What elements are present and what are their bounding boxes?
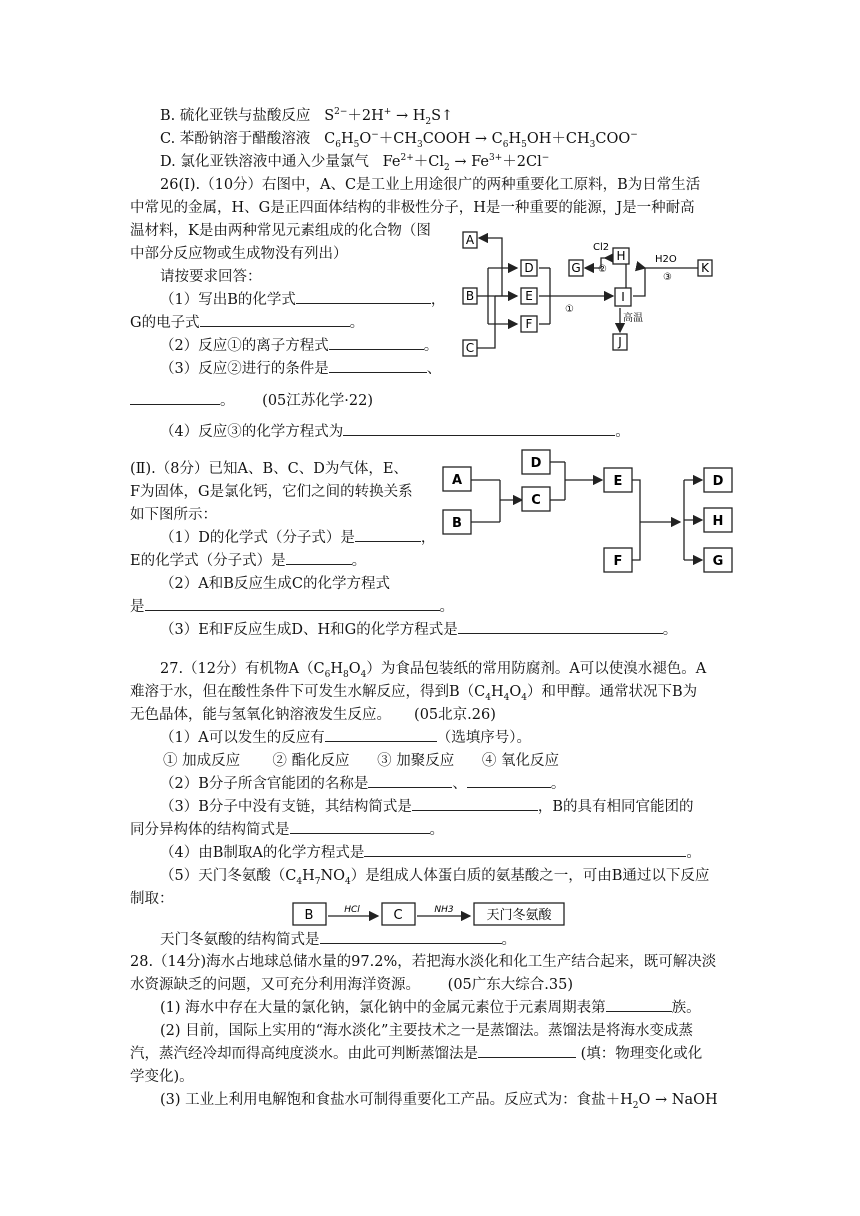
- q26-1-part4: （4）反应③的化学方程式为 。: [160, 424, 630, 440]
- flow-hcl-label: HCl: [344, 905, 360, 915]
- flow-b-label: B: [304, 908, 314, 923]
- node-b-label: B: [465, 289, 475, 303]
- label-reaction-2: ②: [598, 264, 607, 275]
- node2-h-label: H: [712, 514, 724, 529]
- q28-line2: 水资源缺乏的问题，又可充分利用海洋资源。 (05广东大综合.35): [130, 977, 573, 993]
- node2-f-label: F: [613, 554, 623, 569]
- answer-blank[interactable]: [325, 729, 437, 742]
- q26-1-intro-line1: 26(Ⅰ).（10分）右图中，A、C是工业上用途很广的两种重要化工原料，B为日常生活: [160, 177, 701, 193]
- answer-blank[interactable]: [320, 931, 502, 944]
- q27-part3: （3）B分子中没有支链，其结构简式是 ，B的具有相同官能团的: [160, 799, 694, 815]
- node2-a-label: A: [451, 473, 463, 488]
- q27-part1: （1）A可以发生的反应有 （选填序号）。: [160, 730, 531, 746]
- answer-blank[interactable]: [329, 360, 427, 373]
- option-c-equation: $C_6H_5O^-+CH_3COOH \to C_6H_5OH+CH_3COO^-$: [324, 130, 638, 150]
- answer-blank[interactable]: [296, 291, 431, 304]
- answer-blank[interactable]: [343, 423, 615, 436]
- q26-1-intro-line3: 温材料，K是由两种常见元素组成的化合物（图: [130, 223, 431, 239]
- node-d-label: D: [524, 261, 534, 275]
- answer-blank[interactable]: [368, 775, 452, 788]
- q26-1-part1: （1）写出B的化学式 ，: [160, 292, 446, 308]
- node2-e-label: E: [613, 474, 623, 489]
- q28-part2c: 学变化)。: [130, 1069, 194, 1085]
- q27-options: ① 加成反应 ② 酯化反应 ③ 加聚反应 ④ 氧化反应: [163, 753, 560, 769]
- q26-1-source: (05江苏化学·22): [262, 393, 373, 409]
- answer-blank[interactable]: [329, 337, 424, 350]
- q27-part5: （5）天门冬氨酸$(C_4H_7NO_4)$是组成人体蛋白质的氨基酸之一，可由B通过以下反应: [160, 868, 710, 887]
- q26-2-part2b: 是 。: [130, 599, 454, 615]
- q27-part4: （4）由B制取A的化学方程式是 。: [160, 845, 701, 861]
- q26-2-intro-line1: (Ⅱ).（8分）已知A、B、C、D为气体，E、: [130, 461, 408, 477]
- option-d: D. 氯化亚铁溶液中通入少量氯气 $Fe^{2+}+Cl_2 \to Fe^{3+}+2Cl^-$: [160, 153, 550, 173]
- q28-part3: (3) 工业上利用电解饱和食盐水可制得重要化工产品。反应式为：食盐$+H_2O$ → NaOH: [160, 1092, 718, 1111]
- node2-b-label: B: [452, 516, 462, 531]
- answer-blank[interactable]: [200, 314, 350, 327]
- label-high-temp: 高温: [623, 313, 643, 324]
- answer-blank[interactable]: [286, 552, 352, 565]
- q27-part3b: 同分异构体的结构简式是 。: [130, 822, 444, 838]
- option-d-equation: $Fe^{2+}+Cl_2 \to Fe^{3+}+2Cl^-$: [382, 153, 550, 173]
- answer-blank[interactable]: [478, 1045, 576, 1058]
- node-e-label: E: [525, 289, 533, 303]
- q26-1-part2: （2）反应①的离子方程式 。: [160, 338, 439, 354]
- q27-part6: 天门冬氨酸的结构简式是 。: [160, 932, 516, 948]
- q26-1-part3: （3）反应②进行的条件是 、: [160, 361, 442, 377]
- q27-source: (05北京.26): [414, 707, 496, 723]
- node-f-label: F: [525, 317, 533, 331]
- label-reaction-3: ③: [663, 272, 672, 283]
- flow-nh3-label: NH3: [434, 905, 454, 915]
- answer-blank[interactable]: [458, 621, 663, 634]
- node-a-label: A: [465, 233, 475, 247]
- q28-line1: 28.（14分)海水占地球总储水量的97.2%，若把海水淡化和化工生产结合起来，既可解决淡: [130, 954, 717, 970]
- q26-1-part3b: 。 (05江苏化学·22): [130, 392, 373, 410]
- q27-part2: （2）B分子所含官能团的名称是 、 。: [160, 776, 566, 792]
- q27-line2: 难溶于水，但在酸性条件下可发生水解反应，得到$B(C_4H_4O_4)$和甲醇。通常状况下B为: [130, 684, 698, 703]
- answer-blank[interactable]: [355, 529, 421, 542]
- node-i-label: I: [621, 290, 625, 304]
- q27-part5b: 制取：: [130, 891, 174, 907]
- q26-2-intro-line2: F为固体，G是氯化钙，它们之间的转换关系: [130, 484, 413, 500]
- reaction-diagram-2: [440, 447, 740, 577]
- node-g-label: G: [571, 261, 581, 275]
- label-reaction-1: ①: [565, 304, 574, 315]
- node-h-label: H: [616, 249, 626, 263]
- diagram1-nodes: [463, 232, 712, 356]
- q28-part1: (1) 海水中存在大量的氯化钠，氯化钠中的金属元素位于元素周期表第 族。: [160, 1000, 701, 1016]
- node-k-label: K: [701, 261, 709, 275]
- q26-2-part3: （3）E和F反应生成D、H和G的化学方程式是 。: [160, 622, 678, 638]
- q27-line1: 27.（12分）有机物$A(C_6H_8O_4)$为食品包装纸的常用防腐剂。A可以使溴水褪色。A: [160, 661, 707, 680]
- node2-c-label: C: [531, 493, 541, 508]
- q26-2-part1b: E的化学式（分子式）是 。: [130, 553, 367, 569]
- q26-2-intro-line3: 如下图所示：: [130, 507, 217, 523]
- q26-1-intro-line4: 中部分反应物或生成物没有列出）: [130, 246, 348, 262]
- q26-2-part1: （1）D的化学式（分子式）是 ，: [160, 530, 436, 546]
- node2-g-label: G: [712, 554, 724, 569]
- answer-blank[interactable]: [130, 392, 220, 405]
- node-c-label: C: [465, 341, 475, 355]
- node-j-label: J: [618, 335, 622, 349]
- q26-1-intro-line2: 中常见的金属，H、G是正四面体结构的非极性分子，H是一种重要的能源，J是一种耐高: [130, 200, 695, 216]
- answer-blank[interactable]: [145, 598, 440, 611]
- option-c: C. 苯酚钠溶于醋酸溶液 $C_6H_5O^-+CH_3COOH \to C_6H_5OH+CH_3COO^-$: [160, 130, 638, 150]
- label-cl2: Cl2: [593, 242, 610, 253]
- answer-blank[interactable]: [606, 999, 672, 1012]
- q28-source: (05广东大综合.35): [447, 977, 573, 993]
- answer-blank[interactable]: [290, 821, 430, 834]
- flow-c-label: C: [393, 908, 403, 923]
- q26-1-part1b: G的电子式 。: [130, 315, 365, 331]
- reaction-diagram-1: [455, 228, 730, 358]
- q28-part2b: 汽，蒸汽经冷却而得高纯度淡水。由此可判断蒸馏法是 (填：物理变化或化: [130, 1046, 703, 1062]
- q26-1-prompt: 请按要求回答：: [160, 269, 262, 285]
- node2-d-label: D: [530, 456, 542, 471]
- label-h2o: H2O: [655, 254, 677, 265]
- reaction-flow-b-c: [292, 900, 572, 930]
- q28-part2: (2) 目前，国际上实用的“海水淡化”主要技术之一是蒸馏法。蒸馏法是将海水变成蒸: [160, 1023, 693, 1039]
- answer-blank[interactable]: [412, 798, 538, 811]
- node2-d-out-label: D: [712, 474, 724, 489]
- flow-product-label: 天门冬氨酸: [486, 908, 552, 923]
- answer-blank[interactable]: [467, 775, 551, 788]
- answer-blank[interactable]: [364, 844, 686, 857]
- q26-2-part2: （2）A和B反应生成C的化学方程式: [160, 576, 390, 592]
- option-b: B. 硫化亚铁与盐酸反应 $S^{2-}+2H^+$ → $H_2S↑$: [160, 107, 454, 127]
- q27-line3: 无色晶体，能与氢氧化钠溶液发生反应。 (05北京.26): [130, 707, 496, 723]
